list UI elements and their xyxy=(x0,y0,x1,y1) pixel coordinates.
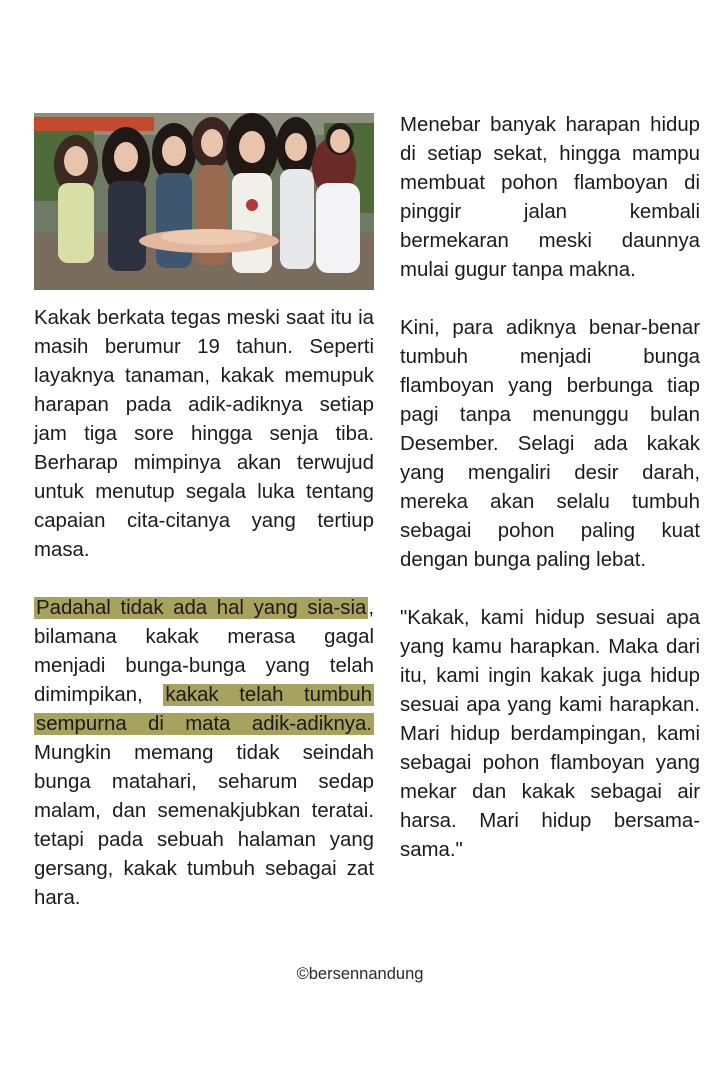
right-paragraph-2: Kini, para adiknya benar-benar tumbuh menjadi bunga flamboyan yang berbunga tiap pagi tanpa menunggu bulan Desember. Selagi ada kakak yang mengaliri desir darah, mereka akan selalu tumbuh sebagai pohon paling kuat dengan bunga paling lebat. xyxy=(400,317,700,571)
highlighted-phrase-1: Padahal tidak ada hal yang sia-sia xyxy=(36,597,367,619)
group-photo-illustration xyxy=(34,113,374,290)
right-column xyxy=(400,111,700,894)
footer-credit: ©bersennandung xyxy=(296,965,424,983)
right-paragraph-3-quote: "Kakak, kami hidup sesuai apa yang kamu harapkan. Maka dari itu, kami ingin kakak juga hidup sesuai apa yang kami harapkan. Mari hidup berdampingan, kami sebagai pohon flamboyan yang mekar dan kakak sebagai air harsa. Mari hidup bersama-sama." xyxy=(400,607,700,861)
group-photo xyxy=(34,113,374,290)
right-paragraph-1: Menebar banyak harapan hidup di setiap sekat, hingga mampu membuat pohon flamboyan di pinggir jalan kembali bermekaran meski daunnya mulai gugur tanpa makna. xyxy=(400,114,700,281)
left-column xyxy=(34,304,374,942)
highlighted-phrase-2: kakak telah tumbuh sempurna di mata adik-adiknya. xyxy=(36,684,372,735)
left-paragraph-2 xyxy=(34,594,374,913)
paragraph-text: Mungkin memang tidak seindah bunga matahari, seharum sedap malam, dan semenakjubkan teratai. tetapi pada sebuah halaman yang gersang, kakak tumbuh sebagai zat hara. xyxy=(34,742,374,909)
paragraph-text: , bilamana kakak merasa gagal menjadi bunga-bunga yang telah dimimpikan, xyxy=(34,597,374,706)
left-paragraph-1: Kakak berkata tegas meski saat itu ia masih berumur 19 tahun. Seperti layaknya tanaman, kakak memupuk harapan pada adik-adiknya setiap jam tiga sore hingga senja tiba. Berharap mimpinya akan terwujud untuk menutup segala luka tentang capaian cita-citanya yang tertiup masa. xyxy=(34,307,374,561)
